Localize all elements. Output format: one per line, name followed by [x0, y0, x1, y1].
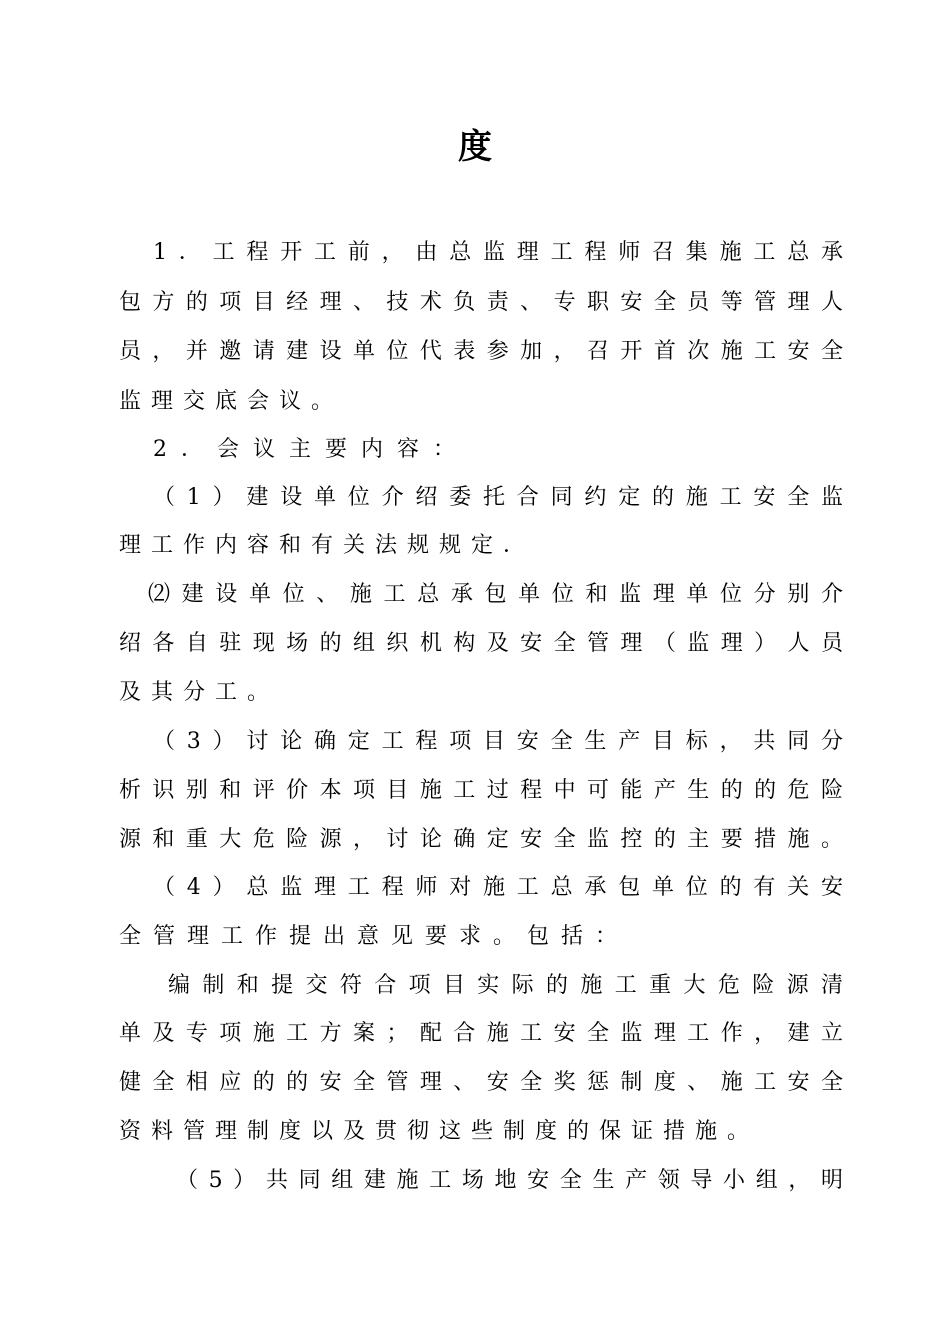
paragraph-7-line-2: 单及专项施工方案；配合施工安全监理工作，建立 — [119, 1021, 843, 1046]
paragraph-2-line-1: 2．会议主要内容： — [153, 437, 469, 462]
paragraph-6-line-1: （4）总监理工程师对施工总承包单位的有关安 — [153, 875, 843, 900]
paragraph-5-line-2: 析识别和评价本项目施工过程中可能产生的的危险 — [119, 778, 843, 803]
paragraph-4-line-3: 及其分工。 — [119, 680, 280, 705]
paragraph-1-line-3: 员，并邀请建设单位代表参加，召开首次施工安全 — [119, 339, 843, 364]
paragraph-8-line-1: （5）共同组建施工场地安全生产领导小组，明 — [176, 1168, 843, 1193]
page-title: 度 — [458, 127, 492, 167]
paragraph-4-line-2: 绍各自驻现场的组织机构及安全管理（监理）人员 — [119, 631, 843, 656]
paragraph-5-line-1: （3）讨论确定工程项目安全生产目标，共同分 — [153, 729, 843, 754]
paragraph-7-line-4: 资料管理制度以及贯彻这些制度的保证措施。 — [119, 1119, 760, 1144]
paragraph-1-line-1: 1．工程开工前，由总监理工程师召集施工总承 — [153, 240, 843, 265]
paragraph-4-line-1: ⑵建设单位、施工总承包单位和监理单位分别介 — [148, 582, 843, 607]
paragraph-7-line-1: 编制和提交符合项目实际的施工重大危险源清 — [168, 973, 843, 998]
paragraph-6-line-2: 全管理工作提出意见要求。包括： — [119, 924, 630, 949]
paragraph-3-line-1: （1）建设单位介绍委托合同约定的施工安全监 — [153, 485, 843, 510]
paragraph-1-line-2: 包方的项目经理、技术负责、专职安全员等管理人 — [119, 290, 843, 315]
paragraph-7-line-3: 健全相应的的安全管理、安全奖惩制度、施工安全 — [119, 1070, 843, 1095]
paragraph-5-line-3: 源和重大危险源，讨论确定安全监控的主要措施。 — [119, 827, 843, 852]
paragraph-3-line-2: 理工作内容和有关法规规定． — [119, 533, 536, 558]
paragraph-1-line-4: 监理交底会议。 — [119, 389, 344, 414]
